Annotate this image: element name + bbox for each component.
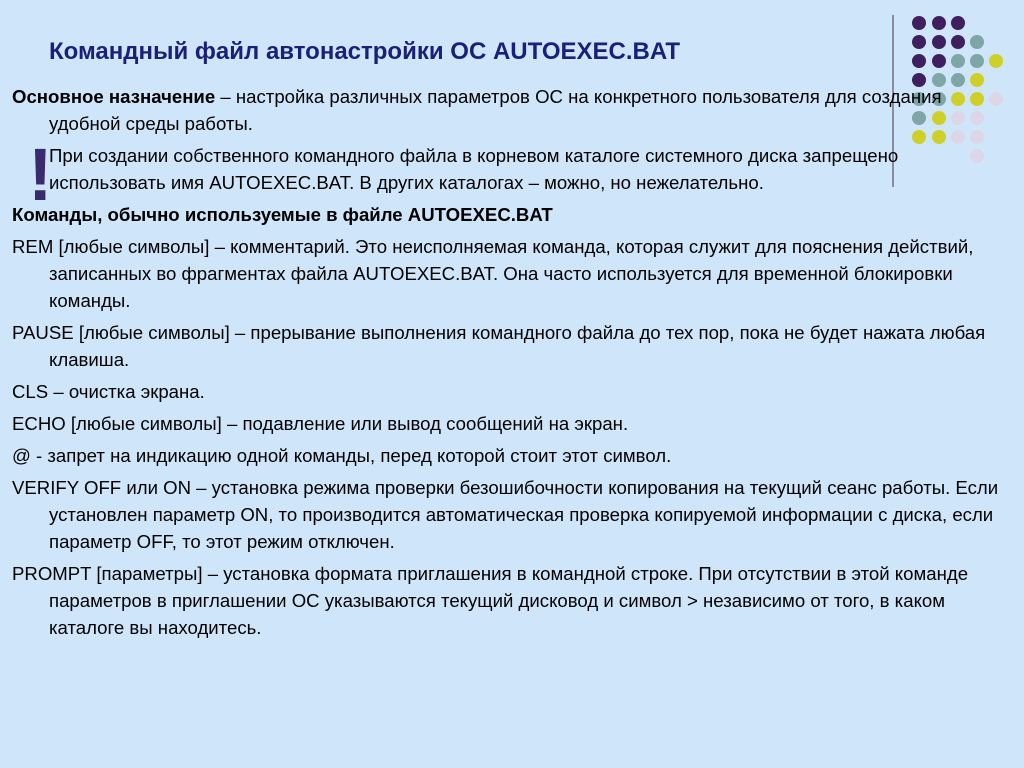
decorative-dot xyxy=(912,35,926,49)
decorative-dot xyxy=(970,35,984,49)
decorative-dot xyxy=(932,35,946,49)
decorative-dot xyxy=(970,54,984,68)
command-item: VERIFY OFF или ON – установка режима проверки безошибочности копирования на текущий сеанс работы. Если установлен параметр ON, то производится автоматическая проверка копируемой информации с диска, если параметр OFF, то этот режим отключен. xyxy=(12,477,999,552)
decorative-dot xyxy=(951,35,965,49)
decorative-dot xyxy=(989,54,1003,68)
warning-paragraph: При создании собственного командного файла в корневом каталоге системного диска запрещено использовать имя AUTOEXEC.BAT. В других каталогах – можно, но нежелательно. xyxy=(49,145,899,193)
decorative-dot xyxy=(912,54,926,68)
slide-body xyxy=(12,83,1012,646)
command-item: PAUSE [любые символы] – прерывание выполнения командного файла до тех пор, пока не будет нажата любая клавиша. xyxy=(12,322,986,370)
decorative-dot xyxy=(951,54,965,68)
decorative-dot xyxy=(932,54,946,68)
commands-heading: Команды, обычно используемые в файле AUTOEXEC.BAT xyxy=(12,204,553,225)
command-item: @ - запрет на индикацию одной команды, перед которой стоит этот символ. xyxy=(12,445,672,466)
decorative-dot xyxy=(912,16,926,30)
decorative-dot xyxy=(932,16,946,30)
decorative-dot xyxy=(951,16,965,30)
command-item: ECHO [любые символы] – подавление или вывод сообщений на экран. xyxy=(12,413,629,434)
command-item: REM [любые символы] – комментарий. Это неисполняемая команда, которая служит для пояснения действий, записанных во фрагментах файла AUTOEXEC.BAT. Она часто используется для временной блокировки команды. xyxy=(12,236,974,311)
page-title: Командный файл автонастройки ОС AUTOEXEC.BAT xyxy=(49,38,681,65)
purpose-paragraph xyxy=(12,83,1012,137)
purpose-text: – настройка различных параметров ОС на конкретного пользователя для создания удобной среды работы. xyxy=(49,86,942,134)
command-item: PROMPT [параметры] – установка формата приглашения в командной строке. При отсутствии в этой команде параметров в приглашении ОС указываются текущий дисковод и символ > независимо от того, в каком каталоге вы находитесь. xyxy=(12,563,969,638)
purpose-label: Основное назначение xyxy=(12,86,216,107)
command-item: CLS – очистка экрана. xyxy=(12,381,205,402)
exclamation-icon: ! xyxy=(28,133,53,216)
